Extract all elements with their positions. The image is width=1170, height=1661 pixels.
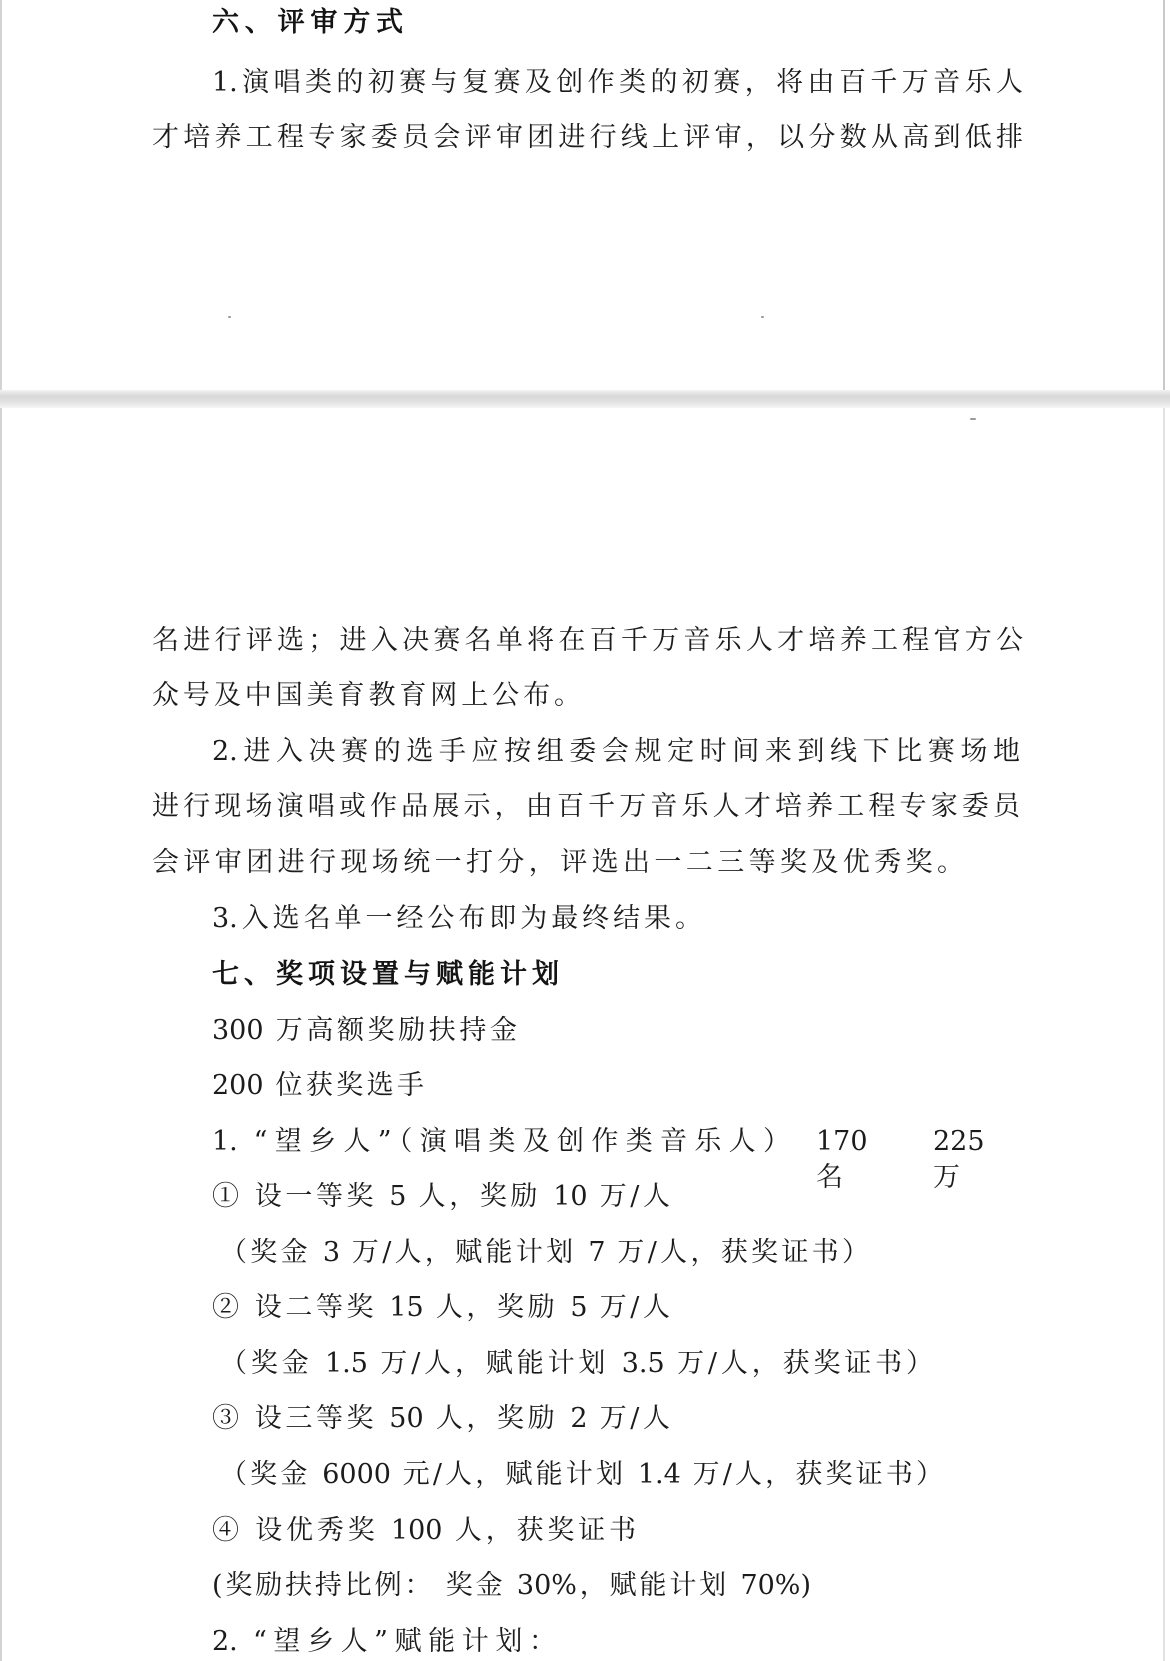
fund-total-line: 300 万高额奖励扶持金	[212, 1015, 517, 1046]
paragraph-line: 会评审团进行现场统一打分，评选出一二三等奖及优秀奖。	[152, 847, 964, 878]
paragraph-line: 进行现场演唱或作品展示，由百千万音乐人才培养工程专家委员	[152, 791, 1020, 822]
prize-first-line: ① 设一等奖 5 人，奖励 10 万/人	[212, 1181, 670, 1212]
paragraph-line: 才培养工程专家委员会评审团进行线上评审，以分数从高到低排	[152, 122, 1023, 153]
paragraph-line: 1.演唱类的初赛与复赛及创作类的初赛，将由百千万音乐人	[212, 67, 1023, 98]
prize-third-detail: （奖金 6000 元/人，赋能计划 1.4 万/人，获奖证书）	[220, 1459, 943, 1490]
award-group-1-count: 170 名	[816, 1126, 868, 1193]
prize-excellence-line: ④ 设优秀奖 100 人，获奖证书	[212, 1515, 636, 1546]
support-ratio-line: (奖励扶持比例： 奖金 30%，赋能计划 70%)	[212, 1570, 811, 1601]
section-heading-review-method: 六、评审方式	[212, 7, 403, 38]
prize-second-detail: （奖金 1.5 万/人，赋能计划 3.5 万/人，获奖证书）	[220, 1348, 933, 1379]
page-separator	[0, 390, 1170, 408]
paragraph-line: 2.进入决赛的选手应按组委会规定时间来到线下比赛场地	[212, 736, 1020, 767]
paragraph-line: 名进行评选；进入决赛名单将在百千万音乐人才培养工程官方公	[152, 625, 1023, 656]
section-heading-awards: 七、奖项设置与赋能计划	[212, 959, 559, 990]
award-group-1-title: 1. “望乡人”（演唱类及创作类音乐人）	[212, 1126, 790, 1157]
paragraph-line: 众号及中国美育教育网上公布。	[152, 680, 581, 711]
prize-second-line: ② 设二等奖 15 人，奖励 5 万/人	[212, 1292, 670, 1323]
prize-third-line: ③ 设三等奖 50 人，奖励 2 万/人	[212, 1403, 670, 1434]
award-group-1-amount: 225 万	[933, 1126, 985, 1193]
winner-total-line: 200 位获奖选手	[212, 1070, 424, 1101]
scan-speck	[761, 316, 764, 318]
award-group-2-heading: 2. “望乡人”赋能计划：	[212, 1626, 556, 1657]
prize-first-detail: （奖金 3 万/人，赋能计划 7 万/人，获奖证书）	[220, 1237, 869, 1268]
document-page-1	[0, 0, 1165, 390]
scan-speck	[228, 316, 231, 318]
paragraph-line: 3.入选名单一经公布即为最终结果。	[212, 903, 702, 934]
scan-speck	[970, 418, 976, 420]
